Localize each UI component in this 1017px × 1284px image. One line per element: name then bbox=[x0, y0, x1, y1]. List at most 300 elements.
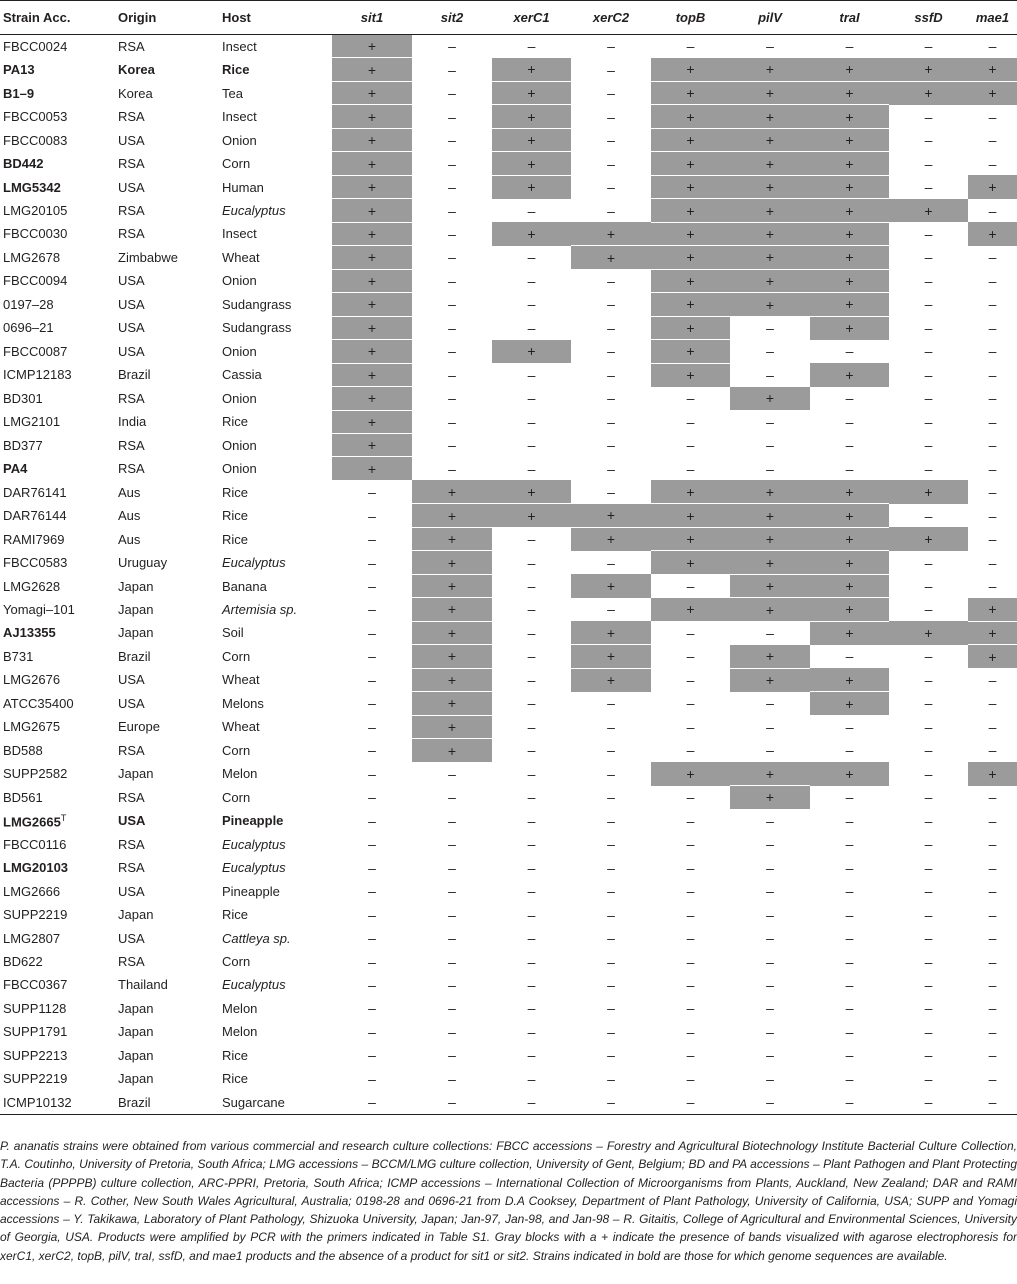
strain-name: BD442 bbox=[3, 156, 44, 172]
absence-mark: – bbox=[766, 930, 774, 947]
presence-mark: + bbox=[765, 108, 775, 125]
gene-cell-xerc2 bbox=[571, 363, 651, 386]
origin-cell: USA bbox=[118, 930, 145, 946]
absence-mark: – bbox=[766, 1094, 774, 1111]
strain-name: DAR76141 bbox=[3, 484, 67, 500]
absence-mark: – bbox=[607, 789, 615, 806]
gene-cell-mae1 bbox=[968, 551, 1017, 574]
absence-mark: – bbox=[988, 390, 997, 407]
gene-cell-sit1 bbox=[332, 1091, 412, 1114]
table-row bbox=[0, 739, 1017, 762]
gene-cell-sit1 bbox=[332, 574, 412, 597]
absence-mark: – bbox=[368, 1047, 376, 1064]
strain-cell bbox=[0, 1044, 118, 1067]
absence-mark: – bbox=[924, 765, 933, 782]
absence-mark: – bbox=[448, 61, 456, 78]
absence-mark: – bbox=[527, 742, 536, 759]
gene-cell-xerc2 bbox=[571, 832, 651, 855]
gene-cell-ssfd bbox=[889, 879, 968, 902]
gene-cell-sit2 bbox=[412, 621, 492, 644]
presence-mark: + bbox=[447, 648, 457, 665]
absence-mark: – bbox=[924, 437, 933, 454]
absence-mark: – bbox=[448, 272, 456, 289]
gene-cell-trai bbox=[810, 480, 889, 503]
absence-mark: – bbox=[527, 671, 536, 688]
gene-cell-sit1 bbox=[332, 551, 412, 574]
host-cell: Rice bbox=[222, 414, 249, 430]
absence-mark: – bbox=[845, 648, 854, 665]
strain-name: 0197–28 bbox=[3, 296, 54, 312]
presence-mark: + bbox=[367, 460, 377, 477]
gene-cell-trai bbox=[810, 269, 889, 292]
absence-mark: – bbox=[924, 695, 933, 712]
gene-cell-trai bbox=[810, 879, 889, 902]
absence-mark: – bbox=[988, 272, 997, 289]
gene-cell-mae1 bbox=[968, 480, 1017, 503]
strain-name: Yomagi–101 bbox=[3, 601, 75, 617]
absence-mark: – bbox=[527, 953, 536, 970]
gene-cell-trai bbox=[810, 621, 889, 644]
presence-mark: + bbox=[845, 249, 854, 266]
strain-cell bbox=[0, 832, 118, 855]
strain-name: SUPP2213 bbox=[3, 1047, 68, 1063]
strain-name: SUPP1128 bbox=[3, 1000, 67, 1016]
absence-mark: – bbox=[527, 648, 536, 665]
absence-mark: – bbox=[988, 155, 997, 172]
table-row bbox=[0, 715, 1017, 738]
gene-cell-xerc2 bbox=[571, 527, 651, 550]
origin-cell: RSA bbox=[118, 38, 145, 54]
gene-cell-ssfd bbox=[889, 574, 968, 597]
absence-mark: – bbox=[607, 132, 615, 149]
gene-cell-topb bbox=[651, 786, 730, 809]
absence-mark: – bbox=[686, 460, 695, 477]
gene-cell-xerc1 bbox=[492, 832, 571, 855]
presence-mark: + bbox=[367, 108, 377, 125]
gene-cell-topb bbox=[651, 504, 730, 527]
absence-mark: – bbox=[448, 390, 456, 407]
absence-mark: – bbox=[686, 1000, 695, 1017]
origin-cell: USA bbox=[118, 813, 146, 829]
absence-mark: – bbox=[845, 1070, 854, 1087]
absence-mark: – bbox=[368, 578, 376, 595]
table-row bbox=[0, 645, 1017, 668]
absence-mark: – bbox=[924, 155, 933, 172]
gene-cell-pilv bbox=[730, 715, 810, 738]
gene-cell-xerc1 bbox=[492, 246, 571, 269]
gene-cell-ssfd bbox=[889, 246, 968, 269]
strain-cell bbox=[0, 105, 118, 128]
gene-cell-ssfd bbox=[889, 340, 968, 363]
strain-cell bbox=[0, 692, 118, 715]
presence-mark: + bbox=[367, 38, 377, 55]
gene-cell-xerc2 bbox=[571, 128, 651, 151]
presence-mark: + bbox=[447, 624, 457, 641]
table-row bbox=[0, 81, 1017, 104]
gene-cell-xerc1 bbox=[492, 387, 571, 410]
absence-mark: – bbox=[527, 437, 536, 454]
strain-name: LMG5342 bbox=[3, 179, 61, 195]
gene-cell-xerc2 bbox=[571, 316, 651, 339]
gene-cell-ssfd bbox=[889, 1091, 968, 1114]
gene-cell-mae1 bbox=[968, 668, 1017, 691]
gene-cell-sit2 bbox=[412, 645, 492, 668]
absence-mark: – bbox=[607, 61, 615, 78]
presence-mark: + bbox=[765, 390, 775, 407]
absence-mark: – bbox=[924, 1094, 933, 1111]
gene-cell-topb bbox=[651, 480, 730, 503]
strain-cell bbox=[0, 340, 118, 363]
presence-mark: + bbox=[686, 367, 695, 384]
gene-cell-trai bbox=[810, 222, 889, 245]
host-cell: Onion bbox=[222, 390, 257, 406]
gene-cell-pilv bbox=[730, 668, 810, 691]
table-row bbox=[0, 246, 1017, 269]
presence-mark: + bbox=[686, 272, 695, 289]
presence-mark: + bbox=[845, 108, 854, 125]
gene-cell-mae1 bbox=[968, 105, 1017, 128]
footnote-text: P. ananatis strains were obtained from various commercial and research culture collections: FBCC accessions – Forestry and Agricultural Biotechnology Institute Bacterial Culture Collection, T.A. Coutinho, University of Pretoria, South Africa; LMG accessions – BCCM/LMG culture collection, University of Gent, Belgium; BD and PA accessions – Plant Pathogen and Plant Protecting Bacteria (PPPPB) culture collection, ARC-PPRI, Pretoria, South Africa; ICMP accessions – International Collection of Microorganisms from Plants, Auckland, New Zealand; DAR and RAMI accessions – R. Cother, New South Wales Agricultural, Australia; 0198-28 and 0696-21 from D.A Cooksey, Department of Plant Pathology, University of California, USA; SUPP and Yomagi accessions – Y. Takikawa, Laboratory of Plant Pathology, Shizuoka University, Japan; Jan-97, Jan-98, and Jan-98 – R. Gitaitis, College of Agricultural and Environmental Sciences, University of Georgia, USA. Products were amplified by PCR with the primers indicated in Table S1. Gray blocks with a + indicate the presence of bands visualized with agarose electrophoresis for xerC1, xerC2, topB, pilV, traI, ssfD, and mae1 products and the absence of a product for sit1 or sit2. Strains indicated in bold are those for which genome sequences are available. bbox=[0, 1139, 1017, 1263]
absence-mark: – bbox=[607, 601, 615, 618]
gene-cell-pilv bbox=[730, 222, 810, 245]
presence-mark: + bbox=[845, 366, 854, 383]
presence-mark: + bbox=[845, 296, 854, 313]
absence-mark: – bbox=[988, 930, 997, 947]
column-header-sit2: sit2 bbox=[412, 1, 492, 35]
absence-mark: – bbox=[924, 906, 933, 923]
absence-mark: – bbox=[448, 1023, 456, 1040]
origin-cell: RSA bbox=[118, 789, 145, 805]
absence-mark: – bbox=[607, 108, 615, 125]
gene-cell-sit1 bbox=[332, 410, 412, 433]
origin-cell: Europe bbox=[118, 719, 160, 735]
host-cell: Insect bbox=[222, 38, 257, 54]
absence-mark: – bbox=[988, 366, 997, 383]
gene-cell-mae1 bbox=[968, 222, 1017, 245]
absence-mark: – bbox=[924, 507, 933, 524]
gene-cell-ssfd bbox=[889, 199, 968, 222]
table-row bbox=[0, 832, 1017, 855]
absence-mark: – bbox=[686, 413, 695, 430]
absence-mark: – bbox=[845, 789, 854, 806]
gene-cell-trai bbox=[810, 715, 889, 738]
gene-cell-topb bbox=[651, 316, 730, 339]
table-row bbox=[0, 1067, 1017, 1090]
gene-cell-topb bbox=[651, 926, 730, 949]
absence-mark: – bbox=[368, 836, 376, 853]
strain-cell bbox=[0, 457, 118, 480]
presence-mark: + bbox=[988, 601, 997, 618]
strain-cell bbox=[0, 598, 118, 621]
gene-cell-sit1 bbox=[332, 879, 412, 902]
gene-cell-topb bbox=[651, 903, 730, 926]
host-cell: Wheat bbox=[222, 249, 260, 265]
absence-mark: – bbox=[607, 390, 615, 407]
gene-cell-sit2 bbox=[412, 1091, 492, 1114]
gene-cell-sit2 bbox=[412, 410, 492, 433]
gene-cell-sit1 bbox=[332, 58, 412, 81]
strain-name: B1–9 bbox=[3, 85, 35, 101]
presence-mark: + bbox=[765, 179, 775, 196]
absence-mark: – bbox=[368, 765, 376, 782]
absence-mark: – bbox=[448, 883, 456, 900]
absence-mark: – bbox=[924, 390, 933, 407]
absence-mark: – bbox=[988, 437, 997, 454]
table-row bbox=[0, 926, 1017, 949]
absence-mark: – bbox=[607, 366, 615, 383]
absence-mark: – bbox=[845, 836, 854, 853]
gene-cell-xerc1 bbox=[492, 340, 571, 363]
presence-mark: + bbox=[845, 483, 854, 500]
absence-mark: – bbox=[988, 343, 997, 360]
strain-cell bbox=[0, 293, 118, 316]
gene-cell-xerc2 bbox=[571, 1067, 651, 1090]
gene-cell-ssfd bbox=[889, 1067, 968, 1090]
absence-mark: – bbox=[988, 413, 997, 430]
presence-mark: + bbox=[447, 554, 457, 571]
table-row bbox=[0, 809, 1017, 832]
gene-cell-mae1 bbox=[968, 316, 1017, 339]
absence-mark: – bbox=[766, 718, 774, 735]
gene-cell-mae1 bbox=[968, 621, 1017, 644]
presence-mark: + bbox=[527, 155, 536, 172]
gene-cell-topb bbox=[651, 152, 730, 175]
gene-cell-pilv bbox=[730, 293, 810, 316]
origin-cell: RSA bbox=[118, 156, 145, 172]
gene-cell-mae1 bbox=[968, 645, 1017, 668]
presence-mark: + bbox=[447, 718, 457, 735]
gene-cell-mae1 bbox=[968, 152, 1017, 175]
absence-mark: – bbox=[368, 648, 376, 665]
absence-mark: – bbox=[988, 906, 997, 923]
gene-cell-sit1 bbox=[332, 645, 412, 668]
gene-cell-trai bbox=[810, 903, 889, 926]
absence-mark: – bbox=[607, 1047, 615, 1064]
absence-mark: – bbox=[527, 906, 536, 923]
gene-cell-sit2 bbox=[412, 574, 492, 597]
presence-mark: + bbox=[447, 671, 457, 688]
gene-cell-trai bbox=[810, 35, 889, 58]
absence-mark: – bbox=[924, 132, 933, 149]
absence-mark: – bbox=[924, 930, 933, 947]
absence-mark: – bbox=[988, 859, 997, 876]
gene-cell-xerc2 bbox=[571, 246, 651, 269]
host-cell: Eucalyptus bbox=[222, 977, 286, 993]
gene-cell-sit2 bbox=[412, 433, 492, 456]
absence-mark: – bbox=[607, 272, 615, 289]
gene-cell-topb bbox=[651, 1044, 730, 1067]
gene-cell-pilv bbox=[730, 1067, 810, 1090]
gene-cell-sit1 bbox=[332, 786, 412, 809]
absence-mark: – bbox=[607, 953, 615, 970]
presence-mark: + bbox=[765, 554, 775, 571]
strain-name: PA13 bbox=[3, 62, 35, 78]
gene-cell-xerc2 bbox=[571, 692, 651, 715]
absence-mark: – bbox=[368, 859, 376, 876]
strain-name: LMG2628 bbox=[3, 578, 61, 594]
absence-mark: – bbox=[607, 742, 615, 759]
strain-name: SUPP2219 bbox=[3, 1071, 68, 1087]
absence-mark: – bbox=[845, 930, 854, 947]
gene-cell-xerc2 bbox=[571, 809, 651, 832]
absence-mark: – bbox=[988, 953, 997, 970]
gene-cell-sit1 bbox=[332, 504, 412, 527]
absence-mark: – bbox=[988, 671, 997, 688]
gene-cell-xerc1 bbox=[492, 35, 571, 58]
presence-mark: + bbox=[686, 249, 695, 266]
strain-cell bbox=[0, 551, 118, 574]
presence-mark: + bbox=[845, 179, 854, 196]
absence-mark: – bbox=[527, 789, 536, 806]
gene-cell-trai bbox=[810, 786, 889, 809]
strain-name: LMG2101 bbox=[3, 414, 61, 430]
strain-name: B731 bbox=[3, 648, 34, 664]
gene-cell-sit1 bbox=[332, 457, 412, 480]
host-cell: Melon bbox=[222, 766, 258, 782]
absence-mark: – bbox=[845, 718, 854, 735]
absence-mark: – bbox=[368, 976, 376, 993]
gene-cell-pilv bbox=[730, 363, 810, 386]
gene-cell-sit1 bbox=[332, 1044, 412, 1067]
presence-mark: + bbox=[845, 202, 854, 219]
gene-cell-sit2 bbox=[412, 973, 492, 996]
table-row bbox=[0, 973, 1017, 996]
absence-mark: – bbox=[607, 554, 615, 571]
absence-mark: – bbox=[686, 648, 695, 665]
gene-cell-sit2 bbox=[412, 81, 492, 104]
gene-cell-sit1 bbox=[332, 809, 412, 832]
gene-cell-sit1 bbox=[332, 856, 412, 879]
gene-cell-sit2 bbox=[412, 199, 492, 222]
strain-name: ATCC35400 bbox=[3, 695, 74, 711]
gene-cell-xerc1 bbox=[492, 58, 571, 81]
host-cell: Corn bbox=[222, 954, 251, 970]
origin-cell: Brazil bbox=[118, 648, 151, 664]
gene-cell-xerc1 bbox=[492, 762, 571, 785]
gene-cell-sit1 bbox=[332, 692, 412, 715]
host-cell: Sugarcane bbox=[222, 1091, 332, 1114]
absence-mark: – bbox=[448, 85, 456, 102]
absence-mark: – bbox=[607, 1023, 615, 1040]
origin-cell: Japan bbox=[118, 1000, 154, 1016]
origin-cell: RSA bbox=[118, 954, 145, 970]
presence-mark: + bbox=[765, 272, 775, 289]
gene-cell-xerc1 bbox=[492, 973, 571, 996]
gene-cell-mae1 bbox=[968, 293, 1017, 316]
gene-cell-pilv bbox=[730, 433, 810, 456]
absence-mark: – bbox=[607, 179, 615, 196]
table-row bbox=[0, 199, 1017, 222]
absence-mark: – bbox=[527, 1023, 536, 1040]
gene-cell-xerc2 bbox=[571, 574, 651, 597]
absence-mark: – bbox=[607, 695, 615, 712]
absence-mark: – bbox=[448, 1047, 456, 1064]
host-cell: Onion bbox=[222, 461, 257, 477]
absence-mark: – bbox=[845, 953, 854, 970]
absence-mark: – bbox=[924, 296, 933, 313]
absence-mark: – bbox=[607, 85, 615, 102]
absence-mark: – bbox=[924, 953, 933, 970]
origin-cell: USA bbox=[118, 273, 145, 289]
presence-mark: + bbox=[765, 601, 775, 618]
strain-cell bbox=[0, 527, 118, 550]
presence-mark: + bbox=[686, 483, 695, 500]
presence-mark: + bbox=[686, 132, 695, 149]
absence-mark: – bbox=[686, 1023, 695, 1040]
gene-cell-trai bbox=[810, 363, 889, 386]
gene-cell-trai bbox=[810, 551, 889, 574]
presence-mark: + bbox=[686, 155, 695, 172]
origin-cell: USA bbox=[118, 320, 145, 336]
strain-cell bbox=[0, 504, 118, 527]
column-header-xerc2: xerC2 bbox=[571, 1, 651, 35]
absence-mark: – bbox=[448, 953, 456, 970]
origin-cell: Japan bbox=[118, 578, 154, 594]
presence-mark: + bbox=[924, 61, 933, 78]
absence-mark: – bbox=[686, 812, 695, 829]
gene-cell-trai bbox=[810, 1091, 889, 1114]
gene-cell-sit2 bbox=[412, 480, 492, 503]
absence-mark: – bbox=[924, 272, 933, 289]
presence-mark: + bbox=[367, 85, 377, 102]
absence-mark: – bbox=[448, 1070, 456, 1087]
gene-cell-ssfd bbox=[889, 739, 968, 762]
strain-name: RAMI7969 bbox=[3, 531, 65, 547]
absence-mark: – bbox=[924, 578, 933, 595]
table-row bbox=[0, 504, 1017, 527]
presence-mark: + bbox=[845, 61, 854, 78]
presence-mark: + bbox=[765, 132, 775, 149]
origin-cell: Uruguay bbox=[118, 555, 168, 571]
strain-cell bbox=[0, 903, 118, 926]
strain-cell bbox=[0, 246, 118, 269]
column-header-origin: Origin bbox=[118, 1, 222, 35]
gene-cell-xerc1 bbox=[492, 128, 571, 151]
gene-cell-xerc1 bbox=[492, 645, 571, 668]
strain-cell bbox=[0, 1067, 118, 1090]
presence-mark: + bbox=[988, 648, 997, 665]
strain-name: FBCC0116 bbox=[3, 836, 67, 852]
host-cell: Onion bbox=[222, 273, 257, 289]
absence-mark: – bbox=[607, 1094, 615, 1111]
gene-cell-trai bbox=[810, 1044, 889, 1067]
absence-mark: – bbox=[766, 38, 774, 55]
gene-cell-xerc2 bbox=[571, 950, 651, 973]
host-cell: Corn bbox=[222, 648, 251, 664]
table-row bbox=[0, 551, 1017, 574]
gene-cell-mae1 bbox=[968, 246, 1017, 269]
strain-name: LMG2678 bbox=[3, 249, 61, 265]
gene-cell-xerc1 bbox=[492, 480, 571, 503]
gene-cell-xerc2 bbox=[571, 621, 651, 644]
gene-cell-trai bbox=[810, 997, 889, 1020]
gene-cell-topb bbox=[651, 856, 730, 879]
absence-mark: – bbox=[766, 695, 774, 712]
host-cell: Rice bbox=[222, 1047, 249, 1063]
gene-cell-pilv bbox=[730, 81, 810, 104]
gene-cell-topb bbox=[651, 1091, 730, 1114]
absence-mark: – bbox=[527, 930, 536, 947]
presence-mark: + bbox=[447, 531, 457, 548]
gene-cell-ssfd bbox=[889, 832, 968, 855]
gene-cell-sit2 bbox=[412, 222, 492, 245]
host-cell: Sudangrass bbox=[222, 320, 292, 336]
presence-mark: + bbox=[765, 225, 775, 242]
presence-mark: + bbox=[845, 85, 854, 102]
absence-mark: – bbox=[988, 578, 997, 595]
absence-mark: – bbox=[448, 343, 456, 360]
absence-mark: – bbox=[766, 906, 774, 923]
